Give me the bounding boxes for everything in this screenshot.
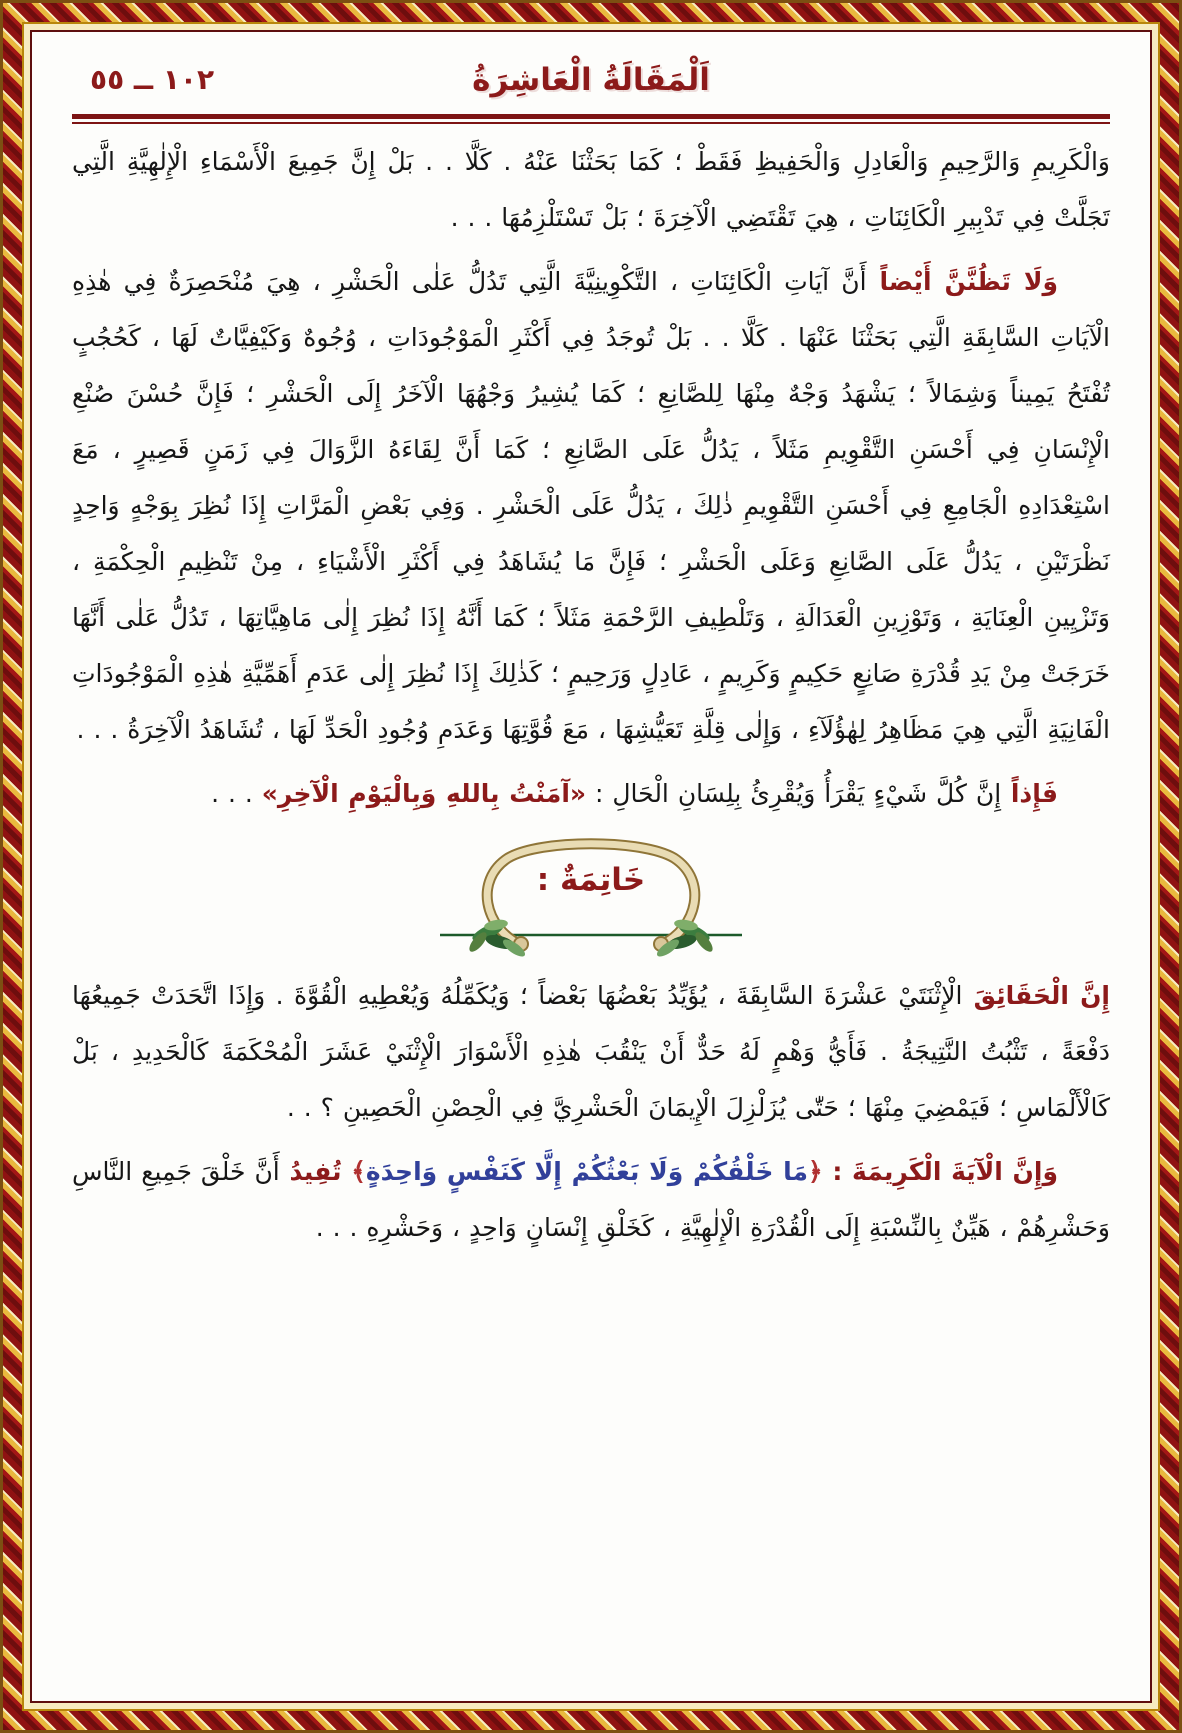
- header-rule-thick: [72, 114, 1110, 119]
- text-run-bracket: ﴾: [351, 1157, 366, 1186]
- khatima-ornament: [426, 838, 756, 960]
- text-run-bracket: ﴿: [807, 1157, 823, 1186]
- text-run-red: فَإِذاً: [1001, 779, 1058, 808]
- khatima-label: خَاتِمَةٌ :: [536, 862, 646, 898]
- text-run-black: أَنَّ آيَاتِ الْكَائِنَاتِ ، التَّكْوِينِيَّةَ الَّتِي تَدُلُّ عَلٰى الْحَشْرِ ، هِيَ مُنْحَصِرَةٌ فِي هٰذِهِ الْآيَاتِ السَّابِقَةِ الَّتِي بَحَثْنَا عَنْهَا . كَلَّا . . بَلْ تُوجَدُ فِي أَكْثَرِ الْمَوْجُودَاتِ ، وُجُوهٌ وَكَيْفِيَّاتٌ لَهَا ، كَحُجُبٍ تُفْتَحُ يَمِيناً وَشِمَالاً ؛ يَشْهَدُ وَجْهٌ مِنْهَا لِلصَّانِعِ ؛ كَمَا يُشِيرُ وَجْهُهَا الْآخَرُ إِلَى الْحَشْرِ ؛ فَإِنَّ حُسْنَ صُنْعِ الْإِنْسَانِ فِي أَحْسَنِ التَّقْوِيمِ مَثَلاً ، يَدُلُّ عَلَى الصَّانِعِ ؛ كَمَا أَنَّ لِقَاءَهُ الزَّوَالَ فِي زَمَنٍ قَصِيرٍ ، مَعَ اسْتِعْدَادِهِ الْجَامِعِ فِي أَحْسَنِ التَّقْوِيمِ ذٰلِكَ ، يَدُلُّ عَلَى الْحَشْرِ . وَفِي بَعْضِ الْمَرَّاتِ إِذَا نُظِرَ بِوَجْهٍ وَاحِدٍ نَظْرَتَيْنِ ، يَدُلُّ عَلَى الصَّانِعِ وَعَلَى الْحَشْرِ ؛ فَإِنَّ مَا يُشَاهَدُ فِي أَكْثَرِ الْأَشْيَاءِ ، مِنْ تَنْظِيمِ الْحِكْمَةِ ، وَتَزْيِينِ الْعِنَايَةِ ، وَتَوْزِينِ الْعَدَالَةِ ، وَتَلْطِيفِ الرَّحْمَةِ مَثَلاً ؛ كَمَا أَنَّهُ إِذَا نُظِرَ إِلٰى مَاهِيَّاتِهَا ، تَدُلُّ عَلٰى أَنَّهَا خَرَجَتْ مِنْ يَدِ قُدْرَةِ صَانِعٍ حَكِيمٍ وَكَرِيمٍ ، عَادِلٍ وَرَحِيمٍ ؛ كَذٰلِكَ إِذَا نُظِرَ إِلٰى عَدَمِ أَهَمِّيَّةِ هٰذِهِ الْمَوْجُودَاتِ الْفَانِيَةِ الَّتِي هِيَ مَظَاهِرُ لِهٰؤُلَآءِ ، وَإِلٰى قِلَّةِ تَعَيُّشِهَا ، مَعَ قُوَّتِهَا وَعَدَمِ وُجُودِ الْحَدِّ لَهَا ، تُشَاهَدُ الْآخِرَةُ . . .: [72, 267, 1110, 744]
- text-run-red: وَإِنَّ الْآيَةَ الْكَرِيمَةَ :: [822, 1157, 1058, 1186]
- text-run-black: وَالْكَرِيمِ وَالرَّحِيمِ وَالْعَادِلِ وَالْحَفِيظِ فَقَطْ ؛ كَمَا بَحَثْنَا عَنْهُ . كَلَّا . . بَلْ إِنَّ جَمِيعَ الْأَسْمَاءِ الْإِلٰهِيَّةِ الَّتِي تَجَلَّتْ فِي تَدْبِيرِ الْكَائِنَاتِ ، هِيَ تَقْتَضِي الْآخِرَةَ ؛ بَلْ تَسْتَلْزِمُهَا . . .: [72, 147, 1110, 232]
- ornament-graphic: [426, 838, 756, 960]
- text-run-red: تُفِيدُ: [279, 1157, 352, 1186]
- page-title: اَلْمَقَالَةُ الْعَاشِرَةُ: [472, 62, 710, 98]
- page-content-area: [30, 30, 1152, 1703]
- text-run-black: . . .: [211, 779, 262, 808]
- body-text-lower: [72, 968, 1110, 1256]
- paragraph-verse: [72, 1144, 1110, 1256]
- paragraph-conclusion-haqaiq: [72, 968, 1110, 1136]
- page-number: ١٠٢ ــ ٥٥: [90, 63, 215, 96]
- text-run-red-bold: «آمَنْتُ بِاللهِ وَبِالْيَوْمِ الْآخِرِ»: [261, 779, 587, 808]
- header-rule-thin: [72, 122, 1110, 124]
- text-run-black: إِنَّ كُلَّ شَيْءٍ يَقْرَأُ وَيُقْرِئُ بِلِسَانِ الْحَالِ :: [586, 779, 1002, 808]
- text-run-red: إِنَّ الْحَقَائِقَ: [962, 981, 1111, 1010]
- paragraph-continuation: [72, 134, 1110, 246]
- paragraph-fa-idhan: [72, 766, 1110, 822]
- text-run-verse: مَا خَلْقُكُمْ وَلَا بَعْثُكُمْ إِلَّا كَنَفْسٍ وَاحِدَةٍ: [365, 1157, 808, 1186]
- paragraph-la-tazunnanna: [72, 254, 1110, 758]
- page-header: [72, 52, 1110, 110]
- text-run-red: وَلَا تَظُنَّنَّ أَيْضاً: [866, 267, 1058, 296]
- body-text-upper: [72, 134, 1110, 822]
- text-run-black: أَنَّ خَلْقَ جَمِيعِ النَّاسِ وَحَشْرِهُمْ ، هَيِّنٌ بِالنِّسْبَةِ إِلَى الْقُدْرَةِ الْإِلٰهِيَّةِ ، كَخَلْقِ إِنْسَانٍ وَاحِدٍ ، وَحَشْرِهِ . . .: [72, 1157, 1110, 1242]
- text-run-black: الْإِثْنَتَيْ عَشْرَةَ السَّابِقَةَ ، يُؤَيِّدُ بَعْضُهَا بَعْضاً ؛ وَيُكَمِّلُهُ وَيُعْطِيهِ الْقُوَّةَ . وَإِذَا اتَّحَدَتْ جَمِيعُهَا دَفْعَةً ، تَثْبُتُ النَّتِيجَةُ . فَأَيُّ وَهْمٍ لَهُ حَدٌّ أَنْ يَنْقُبَ هٰذِهِ الْأَسْوَارَ الْإِثْنَيْ عَشَرَ الْمُحْكَمَةَ كَالْحَدِيدِ ، بَلْ كَالْأَلْمَاسِ ؛ فَيَمْضِيَ مِنْهَا ؛ حَتّٰى يُزَلْزِلَ الْإِيمَانَ الْحَشْرِيَّ فِي الْحِصْنِ الْحَصِينِ ؟ . .: [72, 981, 1110, 1122]
